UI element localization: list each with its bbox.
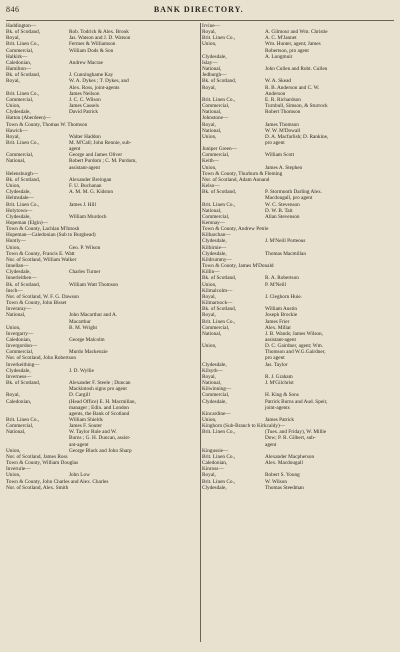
page-title: BANK DIRECTORY. xyxy=(153,5,244,14)
agent-names: P. Stormonth Darling Alex. xyxy=(265,189,323,196)
agent-names: Thomas Steedman xyxy=(265,484,304,491)
town-heading: Hopeman—Caledonian (Sub to Burghead) xyxy=(6,232,96,239)
town-heading: Kinghorn (Sub-Branch to Kirkcaldy)— xyxy=(202,423,285,430)
bank-name: Clydesdale, xyxy=(6,189,31,196)
town-heading: Hopeman (Elgin)— xyxy=(6,220,48,226)
agent-names: R. J. Graham xyxy=(265,373,293,380)
agent-names: D. Cargill xyxy=(69,392,90,399)
agent-names: Jas. Taylor xyxy=(265,361,288,368)
bank-agent-row xyxy=(202,214,394,220)
bank-name: Royal, xyxy=(6,78,20,85)
agent-names: George Black and John Sharp xyxy=(69,447,132,454)
agent-names: W. W. M'Dowall xyxy=(265,127,301,134)
agent-names: Allan Stevenson xyxy=(265,213,300,220)
agent-names: M. M'Call; John Rennie, sub- xyxy=(69,139,132,146)
agent-names: W. A. Dykes ; T. Dykes, and xyxy=(69,78,129,85)
bank-agent-line: Nor. of Scotland, James Ross xyxy=(6,453,68,460)
bank-name: Clydesdale, xyxy=(6,269,31,276)
bank-name: National, xyxy=(202,207,222,214)
bank-agent-row xyxy=(202,41,394,47)
agent-names: Alexander Macpherson xyxy=(265,453,315,460)
bank-agent-row xyxy=(6,399,198,405)
agent-names: W. C. Stevenson xyxy=(265,201,300,208)
town-heading: Hatton (Aberdeen)— xyxy=(6,115,51,122)
bank-agent-row xyxy=(6,282,198,288)
town-heading: Inverurie— xyxy=(6,466,31,473)
agent-names: William Austin xyxy=(265,306,298,313)
agent-names: Alexander F. Steele ; Duncan xyxy=(69,380,131,387)
town-heading: Johnstone— xyxy=(202,115,229,122)
agent-continuation: Dow; P. R. Gilbert, sub- xyxy=(265,435,316,442)
bank-agent-row xyxy=(202,165,394,171)
town-heading: Kingussie— xyxy=(202,447,229,454)
bank-name: Royal, xyxy=(202,373,216,380)
town-heading: Kilbarchan— xyxy=(202,232,231,239)
agent-names: James J. Hill xyxy=(69,201,96,208)
agent-continuation: Macarthur xyxy=(69,318,91,325)
bank-name: Union, xyxy=(202,343,217,350)
agent-names: A. Longmuir xyxy=(265,53,293,60)
bank-name: Clydesdale, xyxy=(202,361,227,368)
bank-agent-line: Nor. of Scotland, William Walker xyxy=(6,256,77,263)
agent-names: William Dods & Son xyxy=(69,47,114,54)
town-heading: Jedburgh— xyxy=(202,72,227,79)
bank-agent-line: Town & County, Francis E. Watt xyxy=(6,250,75,257)
agent-continuation: manager ; Edin. and London xyxy=(69,404,129,411)
agent-names: Robert Purdom ; C. M. Purdom, xyxy=(69,158,137,165)
agent-names: John Low xyxy=(69,472,90,479)
bank-agent-row xyxy=(6,189,198,195)
bank-name: Brit. Linen Co., xyxy=(6,417,40,423)
bank-name: Bk. of Scotland, xyxy=(6,176,41,183)
agent-names: Alexander Breingan xyxy=(69,176,112,183)
bank-agent-row xyxy=(6,78,198,84)
town-heading: Helensburgh— xyxy=(6,170,38,177)
agent-continuation: Thomson and W.G.Gairdner, xyxy=(265,349,326,356)
agent-names: (Head Office) E. H. Macmillan, xyxy=(69,398,136,405)
bank-name: Royal, xyxy=(202,29,216,36)
town-heading: Kilmalcolm— xyxy=(202,287,233,294)
right-column xyxy=(202,23,394,642)
bank-name: Commercial, xyxy=(202,392,230,399)
agent-names: A. M. M. G. Kidston xyxy=(69,189,114,196)
bank-name: Commercial, xyxy=(202,324,230,331)
bank-name: Clydesdale, xyxy=(6,367,31,374)
bank-agent-line: Town & County, Thurburn & Fleming xyxy=(202,170,283,177)
town-heading: Insch— xyxy=(6,287,23,294)
bank-agent-row xyxy=(6,48,198,54)
bank-agent-line: Town & County, John Bisset xyxy=(6,300,67,307)
agent-names: James Patrick xyxy=(265,417,295,423)
agent-names: A. Gilmour and Wm. Christie xyxy=(265,29,328,36)
bank-name: Union, xyxy=(202,164,217,171)
bank-name: Royal, xyxy=(6,133,20,140)
agent-names: J. C. C. Wilson xyxy=(69,96,101,103)
bank-name: Bk. of Scotland, xyxy=(202,275,237,282)
bank-agent-row xyxy=(6,325,198,331)
bank-name: Brit. Linen Co., xyxy=(6,41,40,48)
town-heading: Irvine— xyxy=(202,23,220,29)
agent-continuation: Robertson, pro agent xyxy=(265,47,309,54)
bank-name: Brit. Linen Co., xyxy=(6,139,40,146)
agent-names: W. A. Skead xyxy=(265,78,292,85)
agent-names: William Murdoch xyxy=(69,213,107,220)
agent-names: J. D. Wyllie xyxy=(69,367,94,374)
bank-name: Clydesdale, xyxy=(202,484,227,491)
bank-agent-row xyxy=(202,485,394,491)
bank-name: National, xyxy=(202,66,222,73)
bank-name: Union, xyxy=(6,472,21,479)
agent-names: Murdo Mackenzie xyxy=(69,349,108,356)
bank-agent-row xyxy=(6,202,198,208)
town-heading: Kilbirnie— xyxy=(202,244,227,251)
directory-page xyxy=(6,5,394,642)
bank-name: Union, xyxy=(202,41,217,48)
agent-names: William Watt Thomson xyxy=(69,281,119,288)
agent-names: J. M'Neill Porteous xyxy=(265,238,306,245)
agent-names: Robert S. Young xyxy=(265,472,300,479)
bank-name: Union, xyxy=(202,417,217,423)
agent-names: Andrew Macrae xyxy=(69,59,103,66)
bank-name: Brit. Linen Co., xyxy=(202,35,236,42)
agent-names: George Malcolm xyxy=(69,336,105,343)
agent-names: D. C. Gairdner, agent; Wm. xyxy=(265,343,324,350)
town-heading: Kinross— xyxy=(202,466,224,473)
bank-name: Clydesdale, xyxy=(6,213,31,220)
agent-continuation: pro agent xyxy=(265,355,285,362)
bank-name: Bk. of Scotland, xyxy=(202,78,237,85)
bank-name: Royal, xyxy=(6,392,20,399)
town-heading: Helmsdale— xyxy=(6,195,34,202)
agent-names: Alex. Millar xyxy=(265,324,291,331)
bank-name: Union, xyxy=(6,324,21,331)
town-heading: Inverness— xyxy=(6,373,32,380)
agent-continuation: Macdougall, pro agent xyxy=(265,195,313,202)
town-heading: Innerleithen— xyxy=(6,275,37,282)
agent-names: J. B. Wands; James Wilson, xyxy=(265,330,323,337)
town-heading: Keith— xyxy=(202,158,219,165)
agent-names: Joseph Brockie xyxy=(265,312,298,319)
bank-name: Royal, xyxy=(202,312,216,319)
bank-agent-line: Nor. of Scotland, Alex. Smith xyxy=(6,484,69,491)
bank-name: National, xyxy=(202,109,222,116)
agent-continuation: agent xyxy=(69,146,81,153)
agent-continuation: Burns ; G. H. Duncan, assist- xyxy=(69,435,131,442)
bank-agent-row xyxy=(202,362,394,368)
agent-names: Patrick Burns and Aud. Speir, xyxy=(265,398,328,405)
bank-name: Union, xyxy=(6,103,21,110)
agent-names: (Tues. and Friday), W. Millie xyxy=(265,429,327,436)
bank-agent-row xyxy=(202,282,394,288)
agent-continuation: pro agent xyxy=(265,139,285,146)
bank-agent-row xyxy=(202,238,394,244)
bank-name: Union, xyxy=(202,133,217,140)
bank-name: Brit. Linen Co., xyxy=(202,201,236,208)
bank-agent-row xyxy=(6,140,198,146)
agent-names: Jas. Watson and J. D. Watson xyxy=(69,35,131,42)
agent-names: J. Cunninghame Kay xyxy=(69,72,114,79)
bank-name: Caledonian, xyxy=(6,398,32,405)
column-divider xyxy=(200,23,201,642)
bank-agent-line: Town & County, Thomas W. Thomson xyxy=(6,121,88,128)
agent-continuation: agents, the Bank of Scotland xyxy=(69,410,130,417)
agent-names: James F. Souter xyxy=(69,423,102,430)
town-heading: Kilsyth— xyxy=(202,367,223,374)
bank-name: Brit. Linen Co., xyxy=(202,453,236,460)
bank-agent-line: Town & County, John Charles and Alex. Charles xyxy=(6,478,109,485)
agent-names: David Patrick xyxy=(69,109,99,116)
town-heading: Kincardine— xyxy=(202,410,231,417)
town-heading: Invergordon— xyxy=(6,343,38,350)
bank-name: Commercial, xyxy=(202,152,230,159)
bank-name: Caledonian, xyxy=(6,59,32,66)
bank-agent-row xyxy=(202,134,394,140)
page-header xyxy=(6,5,394,21)
bank-agent-line: Nor. of Scotland, Adam Annand xyxy=(202,176,270,183)
agent-names: D. A. Macfarlish; D. Rankine, xyxy=(265,133,329,140)
town-heading: Invergarry— xyxy=(6,330,34,337)
bank-name: Union, xyxy=(6,447,21,454)
agent-continuation: Alex. Ross, joint-agents xyxy=(69,84,120,91)
bank-name: Clydesdale, xyxy=(202,250,227,257)
town-heading: Hawick— xyxy=(6,127,28,134)
agent-names: Turnbull, Simson, & Sturrock xyxy=(265,103,328,110)
bank-agent-row xyxy=(202,66,394,72)
town-heading: Islay— xyxy=(202,59,218,66)
agent-names: Walter Haddon xyxy=(69,133,101,140)
page-number: 846 xyxy=(6,5,20,14)
agent-names: Robert Thomson xyxy=(265,109,301,116)
town-heading: Juniper Green— xyxy=(202,146,237,153)
columns xyxy=(6,23,394,642)
agent-names: Rob. Todrick & Alex. Brook xyxy=(69,29,129,36)
agent-names: James Frier xyxy=(265,318,290,325)
agent-names: John Macarthur and A. xyxy=(69,312,118,319)
bank-name: Clydesdale, xyxy=(202,238,227,245)
bank-name: Commercial, xyxy=(6,96,34,103)
agent-continuation: assistant-agent xyxy=(265,336,296,343)
agent-names: Alex. Macdougall xyxy=(265,460,303,467)
bank-agent-line: Town & County, Lachlan M'Intosh xyxy=(6,226,80,233)
bank-name: Commercial, xyxy=(6,423,34,430)
agent-continuation: ant-agent xyxy=(69,441,89,448)
agent-names: D. W. B. Tait xyxy=(265,207,293,214)
town-heading: Halkirk— xyxy=(6,53,28,60)
bank-name: National, xyxy=(202,127,222,134)
town-heading: Kemnay— xyxy=(202,220,226,226)
bank-name: Commercial, xyxy=(202,103,230,110)
bank-name: Royal, xyxy=(202,293,216,300)
agent-names: E. R. Richardson xyxy=(265,96,301,103)
bank-name: Bk. of Scotland, xyxy=(6,72,41,79)
bank-name: Union, xyxy=(6,183,21,190)
bank-name: Brit. Linen Co., xyxy=(6,90,40,97)
bank-name: Union, xyxy=(202,281,217,288)
agent-names: H. King & Sons xyxy=(265,392,299,399)
bank-name: Bk. of Scotland, xyxy=(202,306,237,313)
bank-agent-line: Town & County, William Douglas xyxy=(6,460,79,467)
bank-agent-row xyxy=(6,312,198,318)
agent-names: William Shields xyxy=(69,417,103,423)
agent-names: J. M'Gilchrist xyxy=(265,380,294,387)
agent-names: Geo. P. Wilson xyxy=(69,244,101,251)
bank-agent-row xyxy=(6,60,198,66)
town-heading: Killin— xyxy=(202,269,220,276)
town-heading: Kilmarnock— xyxy=(202,300,233,307)
agent-names: F. U. Buchanan xyxy=(69,183,102,190)
bank-agent-row xyxy=(6,245,198,251)
bank-name: Bk. of Scotland, xyxy=(6,281,41,288)
bank-name: Brit. Linen Co., xyxy=(202,96,236,103)
bank-agent-line: Town & County, James M'Donald xyxy=(202,263,274,270)
agent-continuation: Mackintosh signs pro agent xyxy=(69,386,127,393)
agent-continuation: joint-agents xyxy=(265,404,290,411)
bank-agent-row xyxy=(202,331,394,337)
agent-names: George and James Oliver xyxy=(69,152,123,159)
bank-name: Commercial, xyxy=(202,213,230,220)
agent-names: J. Cleghorn Huie. xyxy=(265,293,303,300)
agent-names: R. B. Anderson and C. W. xyxy=(265,84,320,91)
bank-name: Brit. Linen Co., xyxy=(202,429,236,436)
agent-names: B. M. Wright xyxy=(69,324,97,331)
agent-names: Fermes & Williamson xyxy=(69,41,116,48)
left-column xyxy=(6,23,198,642)
bank-name: Royal, xyxy=(202,84,216,91)
agent-names: William Scott xyxy=(265,152,295,159)
bank-name: National, xyxy=(6,158,26,165)
town-heading: Kilwinning— xyxy=(202,386,232,393)
agent-names: W. Taylor Rule and W. xyxy=(69,429,117,436)
town-heading: Holytown— xyxy=(6,207,33,214)
agent-names: A. C. M'Jannet xyxy=(265,35,297,42)
town-heading: Kildrummy— xyxy=(202,256,232,263)
bank-name: Clydesdale, xyxy=(6,109,31,116)
bank-name: Brit. Linen Co., xyxy=(6,201,40,208)
bank-name: Clydesdale, xyxy=(202,398,227,405)
agent-names: James Cassels xyxy=(69,103,99,110)
bank-name: Commercial, xyxy=(6,152,34,159)
agent-names: R. A. Robertson xyxy=(265,275,299,282)
bank-name: Royal, xyxy=(6,35,20,42)
bank-name: National, xyxy=(6,312,26,319)
bank-name: Brit. Linen Co., xyxy=(202,478,236,485)
bank-name: Commercial, xyxy=(6,47,34,54)
bank-agent-line: Nor. of Scotland, John Robertson xyxy=(6,355,76,362)
bank-name: Bk. of Scotland, xyxy=(202,189,237,196)
bank-agent-row xyxy=(202,460,394,466)
bank-name: Bk. of Scotland, xyxy=(6,380,41,387)
bank-name: Commercial, xyxy=(6,349,34,356)
bank-name: National, xyxy=(202,380,222,387)
agent-names: W. Wilson xyxy=(265,478,287,485)
bank-name: Royal, xyxy=(202,472,216,479)
bank-name: Brit. Linen Co., xyxy=(202,318,236,325)
bank-name: Caledonian, xyxy=(6,336,32,343)
bank-name: National, xyxy=(202,330,222,337)
agent-names: Thomas Macmillan xyxy=(265,250,306,257)
agent-names: Wm. Hunter, agent; James xyxy=(265,41,321,48)
bank-name: Union, xyxy=(6,244,21,251)
agent-names: John Cullen and Robt. Cullen xyxy=(265,66,328,73)
bank-agent-line: Town & County, Andrew Petrie xyxy=(202,226,269,233)
bank-name: Clydesdale, xyxy=(202,53,227,60)
town-heading: Kelso— xyxy=(202,183,220,190)
town-heading: Huntly— xyxy=(6,238,26,245)
agent-names: James Neilson xyxy=(69,90,100,97)
town-heading: Innellan— xyxy=(6,263,29,270)
bank-agent-row xyxy=(202,399,394,405)
bank-agent-line: Nor. of Scotland, W. F. G. Dawson xyxy=(6,293,79,300)
bank-agent-row xyxy=(202,152,394,158)
agent-names: Charles Turner xyxy=(69,269,101,276)
bank-agent-row xyxy=(6,472,198,478)
bank-agent-row xyxy=(6,368,198,374)
town-heading: Haddington— xyxy=(6,23,37,29)
agent-names: P. M'Neill xyxy=(265,281,287,288)
bank-agent-row xyxy=(202,109,394,115)
town-heading: Hamilton— xyxy=(6,66,32,73)
bank-agent-row xyxy=(6,158,198,164)
town-heading: Inveraray— xyxy=(6,306,32,313)
bank-name: National, xyxy=(6,429,26,436)
agent-continuation: agent xyxy=(265,441,277,448)
bank-name: Caledonian, xyxy=(202,460,228,467)
bank-name: Royal, xyxy=(202,121,216,128)
agent-continuation: assistant-agent xyxy=(69,164,100,171)
bank-name: Bk. of Scotland, xyxy=(6,29,41,36)
bank-agent-row xyxy=(202,54,394,60)
agent-continuation: Anderson xyxy=(265,90,286,97)
town-heading: Inverkeithing— xyxy=(6,361,40,368)
bank-agent-row xyxy=(202,85,394,91)
agent-names: James Thomson xyxy=(265,121,299,128)
agent-names: James A. Stephen xyxy=(265,164,303,171)
